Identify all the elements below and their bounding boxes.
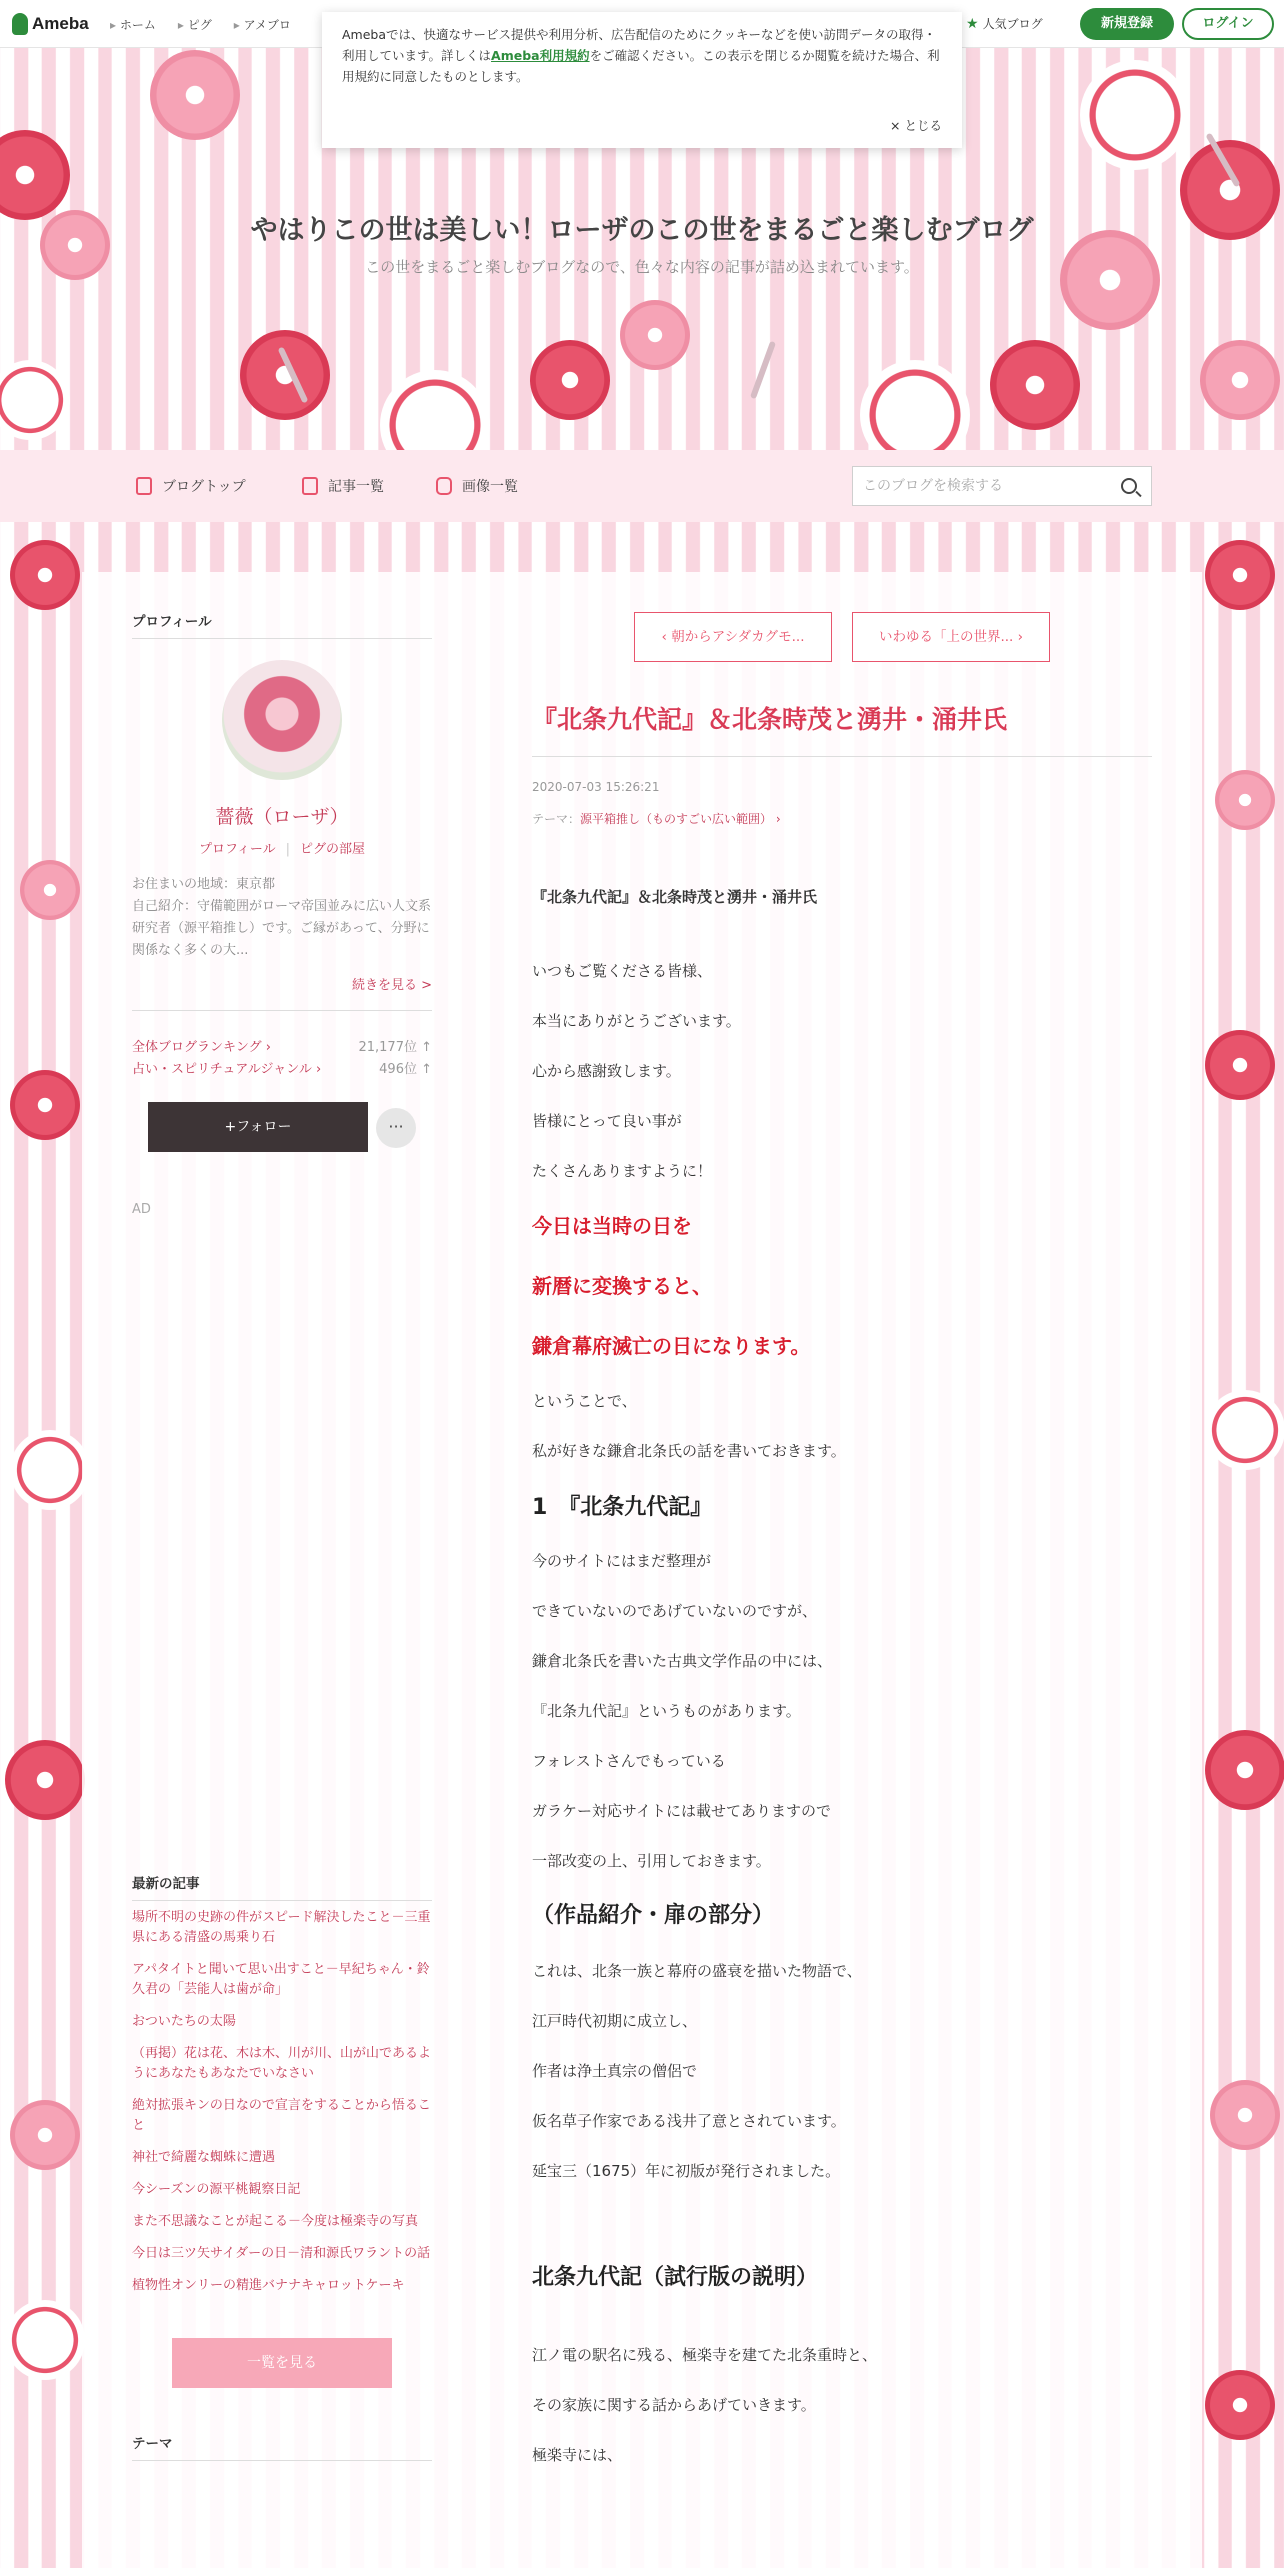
article-paragraph: ということで、 [532,1392,637,1410]
recent-article-link[interactable]: 絶対拡張キンの日なので宣言をすることから悟ること [132,2098,431,2133]
blossom-decoration [530,340,610,420]
blossom-decoration [10,540,80,610]
theme-link[interactable]: 源平箱推し（ものすごい広い範囲） › [580,812,781,826]
recent-article-link[interactable]: アパタイトと聞いて思い出すこと－早紀ちゃん・鈴久君の「芸能人は歯が命」 [132,1962,430,1997]
articles-list-icon [302,477,318,495]
theme-heading: テーマ [132,2432,432,2461]
cookie-notice-text-before: Amebaでは、快適なサービス提供や利用分析、広告配信のためにクッキーなどを使い訪問データの取得・利用しています。詳しくは [342,27,937,63]
recent-article-link[interactable]: 神社で綺麗な蜘蛛に遭遇 [132,2150,276,2165]
blossom-decoration [1205,1030,1275,1100]
article-paragraph: 江ノ電の駅名に残る、極楽寺を建てた北条重時と、 [532,2346,878,2364]
pigg-room-link[interactable]: ピグの部屋 [300,842,366,857]
article-paragraph: たくさんありますように！ [532,1162,713,1180]
ranking-value: 21,177位 ↑ [358,1040,432,1055]
global-nav [110,16,291,33]
ranking-overall[interactable] [132,1036,432,1055]
blossom-decoration [10,1070,80,1140]
cookie-notice [322,12,962,148]
twig-decoration [750,341,776,399]
ranking-label: 占い・スピリチュアルジャンル › [132,1062,322,1077]
article-highlight: 新暦に変換すると、 [532,1274,712,1298]
article-heading: 1 『北条九代記』 [532,1495,713,1520]
blog-title[interactable]: やはりこの世は美しい！ローザのこの世をまるごと楽しむブログ [250,215,1034,246]
blog-nav-top[interactable] [136,476,246,496]
divider [132,1010,432,1011]
follow-button[interactable]: +フォロー [148,1102,368,1152]
global-nav-ameblo[interactable]: ▸ アメブロ [234,16,291,33]
article-paragraph: 私が好きな鎌倉北条氏の話を書いておきます。 [532,1442,846,1460]
recent-article-link[interactable]: おついたちの太陽 [132,2014,236,2029]
star-icon: ★ [966,15,979,32]
blossom-decoration [1200,340,1280,420]
chevron-left-icon: ‹ [661,629,672,645]
blossom-decoration [1205,1390,1284,1470]
article-subtitle: 『北条九代記』＆北条時茂と湧井・涌井氏 [532,888,818,906]
article-paragraph: これは、北条一族と幕府の盛衰を描いた物語で、 [532,1962,862,1980]
article-paragraph: 鎌倉北条氏を書いた古典文学作品の中には、 [532,1652,833,1670]
blossom-decoration [5,2300,85,2380]
more-options-button[interactable]: ··· [376,1108,416,1148]
blog-subtitle: この世をまるごと楽しむブログなので、色々な内容の記事が詰め込まれています。 [365,258,919,276]
blog-search-input[interactable] [863,467,1103,505]
terms-link[interactable]: Ameba利用規約 [491,48,590,63]
blog-nav-articles[interactable] [302,476,384,496]
read-more-link[interactable]: 続きを見る > [351,978,432,993]
article-highlight: 今日は当時の日を [532,1214,692,1238]
blog-nav-articles-label: 記事一覧 [328,479,384,495]
blossom-decoration [10,1430,90,1510]
recent-articles-heading: 最新の記事 [132,1872,432,1901]
blossom-decoration [150,50,240,140]
blossom-decoration [240,330,330,420]
blossom-decoration [1205,1730,1284,1810]
ranking-value: 496位 ↑ [379,1062,432,1077]
view-all-button[interactable]: 一覧を見る [172,2338,392,2388]
cookie-notice-text-after: をご確認ください。この表示を閉じるか閲覧を続けた場合、利用規約に同意したものとします。 [342,48,940,84]
article-theme [532,810,781,827]
blog-top-icon [136,477,152,495]
blossom-decoration [1080,60,1190,170]
recent-article-link[interactable]: （再掲）花は花、木は木、川が川、山が山であるようにあなたもあなたでいなさい [132,2046,432,2081]
ameba-logo-icon [12,13,28,35]
ameba-logo[interactable] [12,12,89,36]
link-separator: | [285,842,291,857]
login-button[interactable]: ログイン [1182,8,1274,40]
blossom-decoration [5,1740,85,1820]
theme-prefix: テーマ： [532,812,581,826]
prev-article-label: 朝からアシダカグモ... [671,629,805,645]
article-highlight: 鎌倉幕府滅亡の日になります。 [532,1334,811,1358]
recent-article-link[interactable]: また不思議なことが起こる－今度は極楽寺の写真 [132,2214,419,2229]
next-article-label: いわゆる「上の世界... [878,629,1014,645]
profile-residence: お住まいの地域：東京都 [132,877,276,892]
recent-article-link[interactable]: 植物性オンリーの精進バナナキャロットケーキ [132,2278,405,2293]
blossom-decoration [20,860,80,920]
article-paragraph: 作者は浄土真宗の僧侶で [532,2062,698,2080]
signup-button[interactable]: 新規登録 [1080,8,1174,40]
global-nav-pigg[interactable]: ▸ ピグ [178,16,212,33]
article-paragraph: 仮名草子作家である浅井了意とされています。 [532,2112,846,2130]
blog-search [852,466,1152,506]
profile-heading: プロフィール [132,610,432,639]
blossom-decoration [620,300,690,370]
article-paragraph: 皆様にとって良い事が [532,1112,682,1130]
blog-nav [0,450,1284,522]
blossom-decoration [1215,770,1275,830]
next-article-button[interactable] [852,612,1050,662]
article-title[interactable]: 『北条九代記』＆北条時茂と湧井・涌井氏 [532,700,1152,757]
article-paragraph: フォレストさんでもっている [532,1752,726,1770]
cookie-close-button[interactable]: × とじる [890,118,942,133]
blog-nav-images[interactable] [436,476,518,496]
ameba-logo-text: Ameba [32,14,89,33]
global-nav-home[interactable]: ▸ ホーム [110,16,156,33]
ranking-genre[interactable] [132,1058,432,1077]
ranking-label: 全体ブログランキング › [132,1040,271,1055]
article-paragraph: 極楽寺には、 [532,2446,623,2464]
blog-nav-images-label: 画像一覧 [462,479,518,495]
article-paragraph: 『北条九代記』というものがあります。 [532,1702,801,1720]
recent-articles-list [132,1908,432,2308]
avatar[interactable] [222,660,342,780]
blossom-decoration [1205,540,1275,610]
popular-blog-link[interactable] [966,15,1043,32]
article-paragraph: 江戸時代初期に成立し、 [532,2012,698,2030]
recent-article-link[interactable]: 場所不明の史跡の件がスピード解決したこと－三重県にある清盛の馬乗り石 [132,1910,431,1945]
article-paragraph: いつもご覧くださる皆様、 [532,962,713,980]
blossom-decoration [0,130,70,220]
article-paragraph: 今のサイトにはまだ整理が [532,1552,711,1570]
profile-intro: 自己紹介：守備範囲がローマ帝国並みに広い人文系研究者（源平箱推し）です。ご縁があって、分野に関係なく多くの大... [132,899,432,958]
profile-name[interactable]: 薔薇（ローザ） [215,806,349,828]
article-heading: （作品紹介・扉の部分） [532,1903,775,1928]
article-paragraph: 延宝三（1675）年に初版が発行されました。 [532,2162,841,2180]
ad-label: AD [132,1202,151,1217]
article-paragraph: 心から感謝致します。 [532,1062,681,1080]
blossom-decoration [1210,2080,1280,2150]
camera-icon [436,477,452,495]
article-paragraph: できていないのであげていないのですが、 [532,1602,818,1620]
search-icon[interactable] [1121,478,1137,494]
blossom-decoration [0,360,70,440]
profile-link[interactable]: プロフィール [198,842,276,857]
blossom-decoration [10,2100,80,2170]
prev-article-button[interactable] [634,612,832,662]
profile-links [132,838,432,857]
blossom-decoration [1205,2370,1275,2440]
recent-article-link[interactable]: 今シーズンの源平桃観察日記 [132,2182,301,2197]
blossom-decoration [990,340,1080,430]
article-paragraph: その家族に関する話からあげていきます。 [532,2396,816,2414]
article-paragraph: 一部改変の上、引用しておきます。 [532,1852,771,1870]
article-date: 2020-07-03 15:26:21 [532,780,660,794]
profile-text [132,874,432,962]
recent-article-link[interactable]: 今日は三ツ矢サイダーの日－清和源氏ワラントの話 [132,2246,431,2261]
article-paragraph: 本当にありがとうございます。 [532,1012,741,1030]
article-paragraph: ガラケー対応サイトには載せてありますので [532,1802,831,1820]
blog-nav-top-label: ブログトップ [162,479,246,495]
chevron-right-icon: › [1013,629,1024,645]
popular-blog-label: 人気ブログ [982,17,1043,31]
article-heading: 北条九代記（試行版の説明） [532,2265,819,2290]
